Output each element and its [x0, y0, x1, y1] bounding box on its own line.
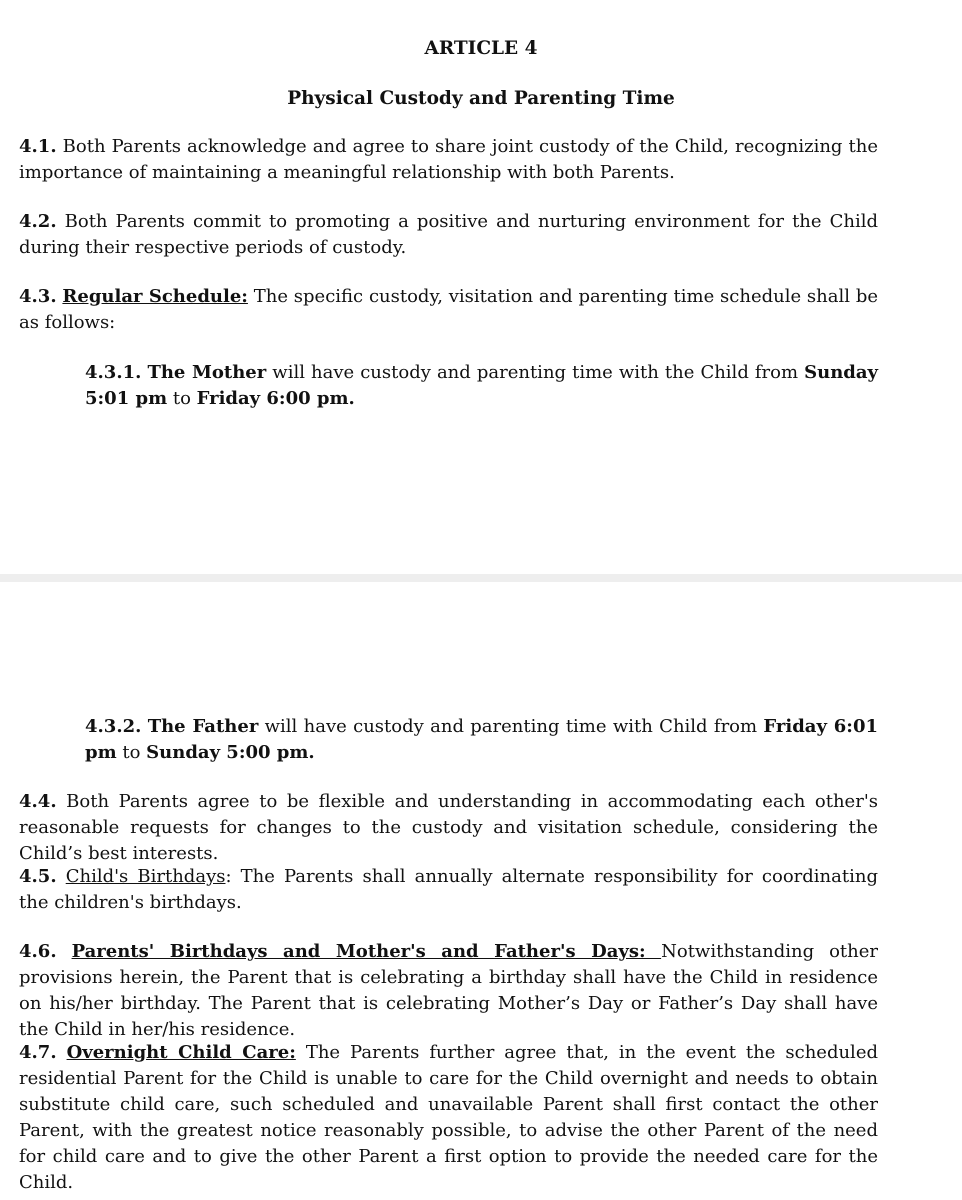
section-4-3 — [19, 284, 878, 336]
section-title: Overnight Child Care: — [66, 1042, 296, 1063]
start-time: Sunday 5:01 pm — [85, 362, 879, 409]
section-title: Child's Birthdays — [65, 866, 226, 887]
section-text: Notwithstanding other provisions herein, the Parent that is celebrating a birthday shall have the Child in residence on his/her birthday. The Parent that is celebrating Mother’s Day or Father’s Day shall have the Child in her/his residence. — [19, 941, 878, 1040]
section-text: will have custody and parenting time with the Child from — [266, 362, 805, 383]
article-number: ARTICLE 4 — [424, 38, 538, 59]
section-number: 4.1. — [19, 136, 57, 157]
document-page-1 — [0, 0, 962, 574]
section-4-2 — [19, 209, 878, 261]
article-heading: Physical Custody and Parenting Time — [287, 88, 675, 109]
document-page-2 — [0, 582, 962, 1200]
end-time: Sunday 5:00 pm. — [146, 742, 315, 763]
parent-name: The Father — [147, 716, 259, 737]
section-number: 4.2. — [19, 211, 57, 232]
section-number: 4.6. — [19, 941, 57, 962]
section-4-7 — [19, 1040, 878, 1196]
section-number: 4.4. — [19, 791, 57, 812]
section-4-5 — [19, 864, 878, 916]
section-4-6 — [19, 939, 878, 1043]
to-word: to — [167, 388, 197, 409]
section-title: Parents' Birthdays and Mother's and Father's Days: — [71, 941, 662, 962]
end-time: Friday 6:00 pm. — [196, 388, 355, 409]
section-text: The specific custody, visitation and parenting time schedule shall be as follows: — [19, 286, 878, 333]
section-4-3-2 — [85, 714, 878, 766]
section-4-3-1 — [85, 360, 878, 412]
section-title: Regular Schedule: — [62, 286, 248, 307]
section-text: : The Parents shall annually alternate responsibility for coordinating the children's birthdays. — [19, 866, 878, 913]
section-number: 4.3.2. — [85, 716, 142, 737]
section-text: Both Parents agree to be flexible and understanding in accommodating each other's reasonable requests for changes to the custody and visitation schedule, considering the Child’s best interests. — [19, 791, 878, 864]
section-number: 4.7. — [19, 1042, 57, 1063]
section-4-4 — [19, 789, 878, 867]
section-number: 4.3. — [19, 286, 57, 307]
section-number: 4.3.1. — [85, 362, 142, 383]
to-word: to — [116, 742, 147, 763]
section-text: Both Parents commit to promoting a positive and nurturing environment for the Child during their respective periods of custody. — [19, 211, 878, 258]
section-text: Both Parents acknowledge and agree to share joint custody of the Child, recognizing the importance of maintaining a meaningful relationship with both Parents. — [19, 136, 878, 183]
page-separator — [0, 574, 962, 582]
section-text: will have custody and parenting time with Child from — [258, 716, 764, 737]
section-text: The Parents further agree that, in the event the scheduled residential Parent for the Child is unable to care for the Child overnight and needs to obtain substitute child care, such scheduled and unavailable Parent shall first contact the other Parent, with the greatest notice reasonably possible, to advise the other Parent of the need for child care and to give the other Parent a first option to provide the needed care for the Child. — [19, 1042, 878, 1193]
section-number: 4.5. — [19, 866, 57, 887]
parent-name: The Mother — [147, 362, 267, 383]
section-4-1 — [19, 134, 878, 186]
start-time: Friday 6:01 pm — [85, 716, 878, 763]
